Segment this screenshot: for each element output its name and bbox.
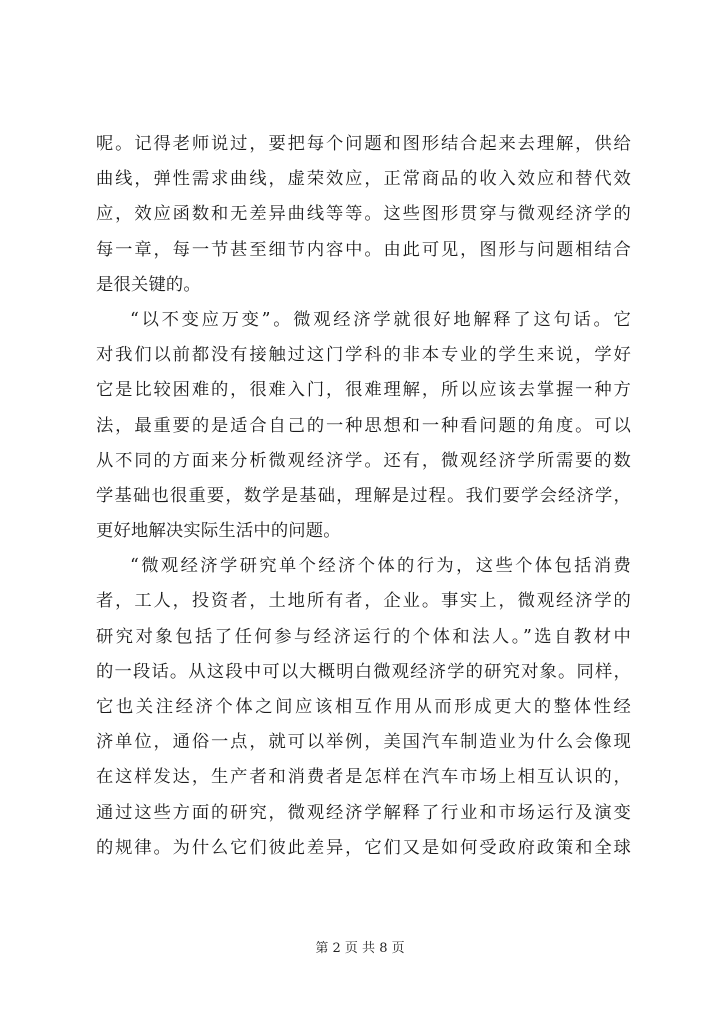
text-line: 的一段话。从这段中可以大概明白微观经济学的研究对象。同样，: [96, 661, 631, 682]
text-line: 它是比较困难的，很难入门，很难理解，所以应该去掌握一种方: [96, 380, 631, 401]
text-line: “以不变应万变”。微观经济学就很好地解释了这句话。它: [130, 309, 631, 330]
text-line: 研究对象包括了任何参与经济运行的个体和法人。”选自教材中: [96, 626, 631, 647]
text-line: 曲线，弹性需求曲线，虚荣效应，正常商品的收入效应和替代效: [96, 169, 631, 190]
text-line: “微观经济学研究单个经济个体的行为，这些个体包括消费: [130, 556, 631, 577]
text-line: 的规律。为什么它们彼此差异，它们又是如何受政府政策和全球: [96, 837, 631, 858]
body-text: [96, 127, 631, 866]
page-footer: 第 2 页 共 8 页: [315, 941, 405, 956]
text-line: 每一章，每一节甚至细节内容中。由此可见，图形与问题相结合: [96, 239, 631, 260]
text-line: 在这样发达，生产者和消费者是怎样在汽车市场上相互认识的，: [96, 767, 631, 788]
text-line: 法，最重要的是适合自己的一种思想和一种看问题的角度。可以: [96, 415, 631, 436]
text-line: 对我们以前都没有接触过这门学科的非本专业的学生来说，学好: [96, 345, 631, 366]
text-line: 济单位，通俗一点，就可以举例，美国汽车制造业为什么会像现: [96, 732, 631, 753]
text-line: 是很关键的。: [96, 274, 201, 295]
text-line: 呢。记得老师说过，要把每个问题和图形结合起来去理解，供给: [96, 134, 631, 154]
text-line: 学基础也很重要，数学是基础，理解是过程。我们要学会经济学，: [96, 485, 631, 506]
text-line: 从不同的方面来分析微观经济学。还有，微观经济学所需要的数: [96, 450, 631, 471]
text-line: 应，效应函数和无差异曲线等等。这些图形贯穿与微观经济学的: [96, 204, 631, 225]
text-line: 它也关注经济个体之间应该相互作用从而形成更大的整体性经: [96, 697, 631, 717]
text-line: 通过这些方面的研究，微观经济学解释了行业和市场运行及演变: [96, 802, 631, 823]
text-line: 更好地解决实际生活中的问题。: [96, 521, 341, 542]
text-line: 者，工人，投资者，土地所有者，企业。事实上，微观经济学的: [96, 591, 631, 612]
